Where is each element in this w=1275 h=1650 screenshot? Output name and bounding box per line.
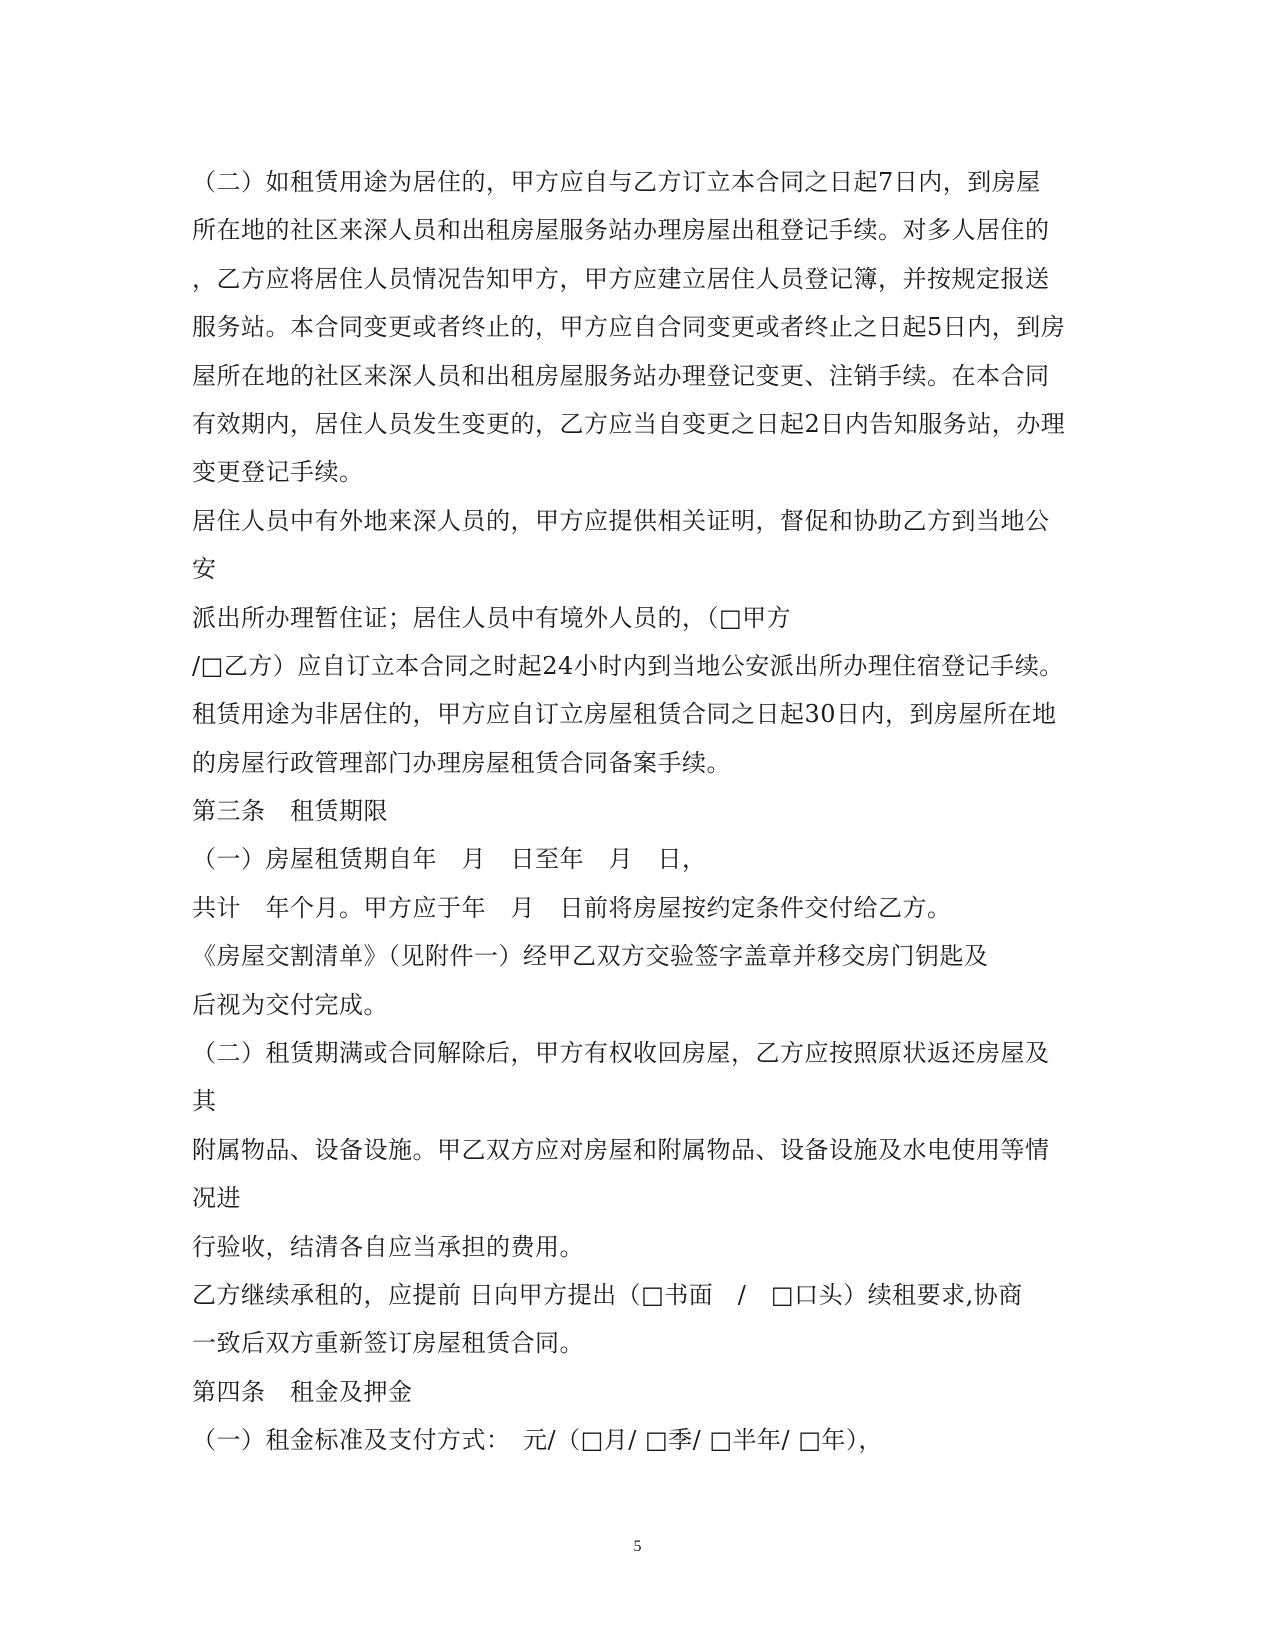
body-line-25: 一致后双方重新签订房屋租赁合同。 [192, 1329, 584, 1358]
body-line-15: （一）房屋租赁期自年 月 日至年 月 日， [192, 845, 707, 874]
body-line-18: 后视为交付完成。 [192, 990, 388, 1019]
body-line-24: 乙方继续承租的，应提前 日向甲方提出（□书面 / □口头）续租要求,协商 [192, 1280, 1023, 1309]
body-line-4: 服务站。本合同变更或者终止的，甲方应自合同变更或者终止之日起5日内，到房 [192, 313, 1066, 342]
body-line-2: 所在地的社区来深人员和出租房屋服务站办理房屋出租登记手续。对多人居住的 [192, 216, 1050, 245]
body-line-9: 安 [192, 555, 217, 584]
page-number: 5 [633, 1538, 642, 1555]
body-line-12: 租赁用途为非居住的，甲方应自订立房屋租赁合同之日起30日内，到房屋所在地 [192, 700, 1057, 729]
body-line-8: 居住人员中有外地来深人员的，甲方应提供相关证明，督促和协助乙方到当地公 [192, 506, 1050, 535]
body-line-22: 况进 [192, 1184, 241, 1213]
body-line-13: 的房屋行政管理部门办理房屋租赁合同备案手续。 [192, 748, 731, 777]
body-line-21: 附属物品、设备设施。甲乙双方应对房屋和附属物品、设备设施及水电使用等情 [192, 1135, 1050, 1164]
body-line-17: 《房屋交割清单》（见附件一）经甲乙双方交验签字盖章并移交房门钥匙及 [192, 942, 989, 971]
body-line-3: ，乙方应将居住人员情况告知甲方，甲方应建立居住人员登记簿，并按规定报送 [192, 264, 1050, 293]
body-line-1: （二）如租赁用途为居住的，甲方应自与乙方订立本合同之日起7日内，到房屋 [192, 168, 1041, 196]
body-line-16: 共计 年个月。甲方应于年 月 日前将房屋按约定条件交付给乙方。 [192, 893, 952, 922]
body-line-20: 其 [192, 1087, 217, 1116]
document-body [192, 158, 1092, 1465]
body-line-11: /□乙方）应自订立本合同之时起24小时内到当地公安派出所办理住宿登记手续。 [192, 651, 1064, 680]
body-line-10: 派出所办理暂住证；居住人员中有境外人员的，（□甲方 [192, 603, 792, 632]
section-heading-article-3: 第三条 租赁期限 [192, 797, 388, 826]
body-line-19: （二）租赁期满或合同解除后，甲方有权收回房屋，乙方应按照原状返还房屋及 [192, 1039, 1050, 1068]
body-line-6: 有效期内，居住人员发生变更的，乙方应当自变更之日起2日内告知服务站，办理 [192, 409, 1066, 438]
body-line-5: 屋所在地的社区来深人员和出租房屋服务站办理登记变更、注销手续。在本合同 [192, 361, 1050, 390]
section-heading-article-4: 第四条 租金及押金 [192, 1377, 413, 1406]
body-line-23: 行验收，结清各自应当承担的费用。 [192, 1232, 584, 1261]
body-line-7: 变更登记手续。 [192, 458, 364, 487]
body-line-27: （一）租金标准及支付方式： 元/（□月/ □季/ □半年/ □年）， [192, 1426, 883, 1455]
